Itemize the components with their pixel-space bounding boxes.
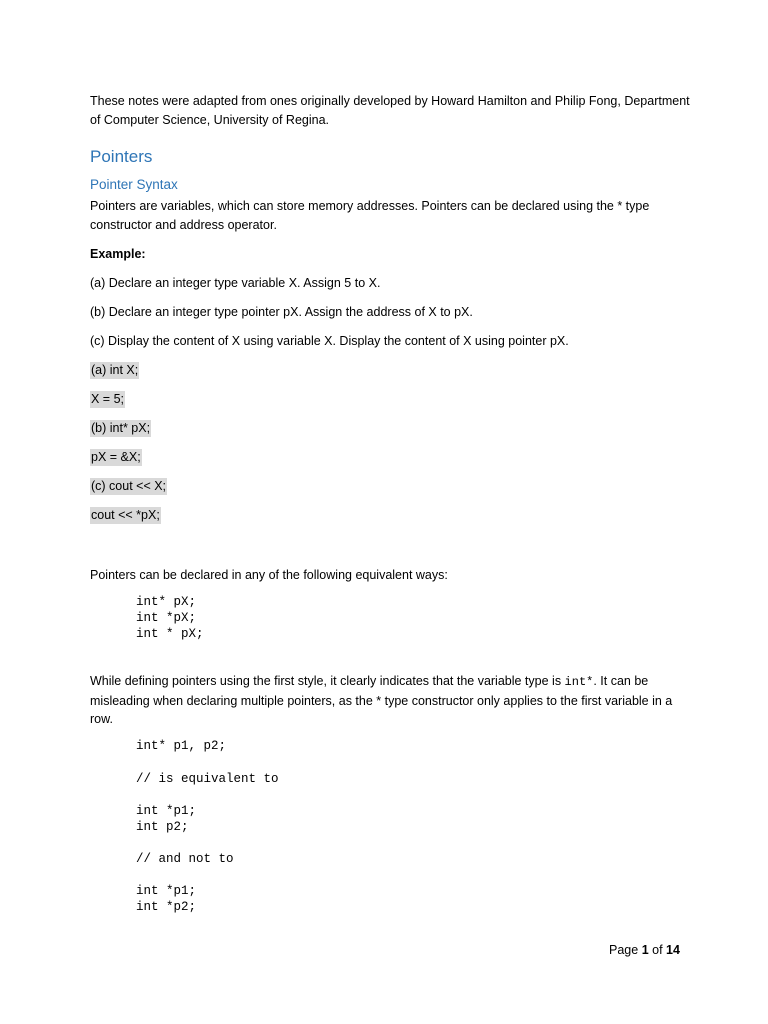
code-line: int * pX; (136, 627, 204, 641)
task-a: (a) Declare an integer type variable X. Assign 5 to X. (90, 276, 381, 290)
task-c: (c) Display the content of X using variable X. Display the content of X using pointer pX. (90, 334, 569, 348)
answer-c-variable: (c) cout << X; (91, 479, 167, 493)
pointer-definition-paragraph: Pointers are variables, which can store memory addresses. Pointers can be declared using the * type constructor and address operator. (90, 199, 650, 232)
page-number-footer (609, 943, 680, 957)
heading-pointers: Pointers (90, 147, 153, 166)
answer-b-assign: pX = &X; (91, 450, 141, 464)
page-word: Page (609, 943, 639, 957)
task-b: (b) Declare an integer type pointer pX. Assign the address of X to pX. (90, 305, 473, 319)
answer-a-assign: X = 5; (91, 392, 125, 406)
inline-code: int* (564, 675, 594, 689)
intro-text: These notes were adapted from ones originally developed by Howard Hamilton and Philip Fong, Department of Computer Science, University of Regina. (90, 94, 690, 127)
code-line: int p2; (136, 820, 189, 834)
code-line: int* p1, p2; (136, 739, 227, 753)
code-line: int *p2; (136, 900, 197, 914)
answer-b-declare: (b) int* pX; (91, 421, 151, 435)
code-comment: // is equivalent to (136, 772, 279, 786)
code-line: int *p1; (136, 884, 197, 898)
heading-pointer-syntax: Pointer Syntax (90, 177, 178, 192)
equivalent-ways-paragraph: Pointers can be declared in any of the following equivalent ways: (90, 568, 448, 582)
code-line: int *pX; (136, 611, 197, 625)
total-pages: 14 (666, 943, 680, 957)
current-page-number: 1 (641, 943, 649, 957)
answer-c-pointer: cout << *pX; (91, 508, 160, 522)
paragraph-text: While defining pointers using the first style, it clearly indicates that the variable type is (90, 674, 565, 688)
multiple-pointers-paragraph (90, 672, 690, 729)
example-label: Example: (90, 247, 146, 261)
code-comment: // and not to (136, 852, 234, 866)
answer-a-declare: (a) int X; (91, 363, 139, 377)
code-line: int *p1; (136, 804, 197, 818)
of-word: of (652, 943, 663, 957)
paragraph-text: . It can be misleading when declaring multiple pointers, as the * type constructor only applies to the first variable in a row. (90, 674, 673, 726)
code-line: int* pX; (136, 595, 197, 609)
